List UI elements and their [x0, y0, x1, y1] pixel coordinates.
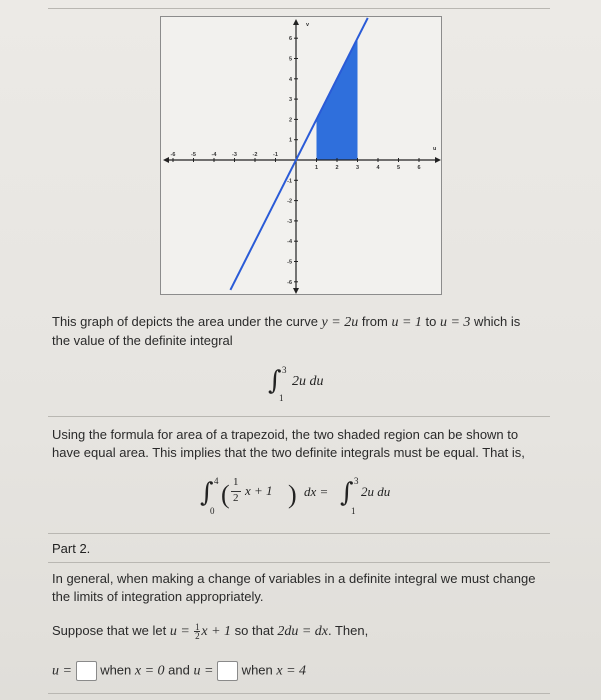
intro-text-end: which is [470, 314, 521, 329]
lower-limit-answer-input[interactable] [76, 661, 97, 681]
lhs-integral-sign: ∫ [200, 478, 214, 508]
intro-text: This graph of depicts the area under the curve [52, 314, 322, 329]
y-tick-label: 3 [288, 97, 292, 104]
then-text: . Then, [327, 623, 369, 638]
y-tick-label: 4 [288, 76, 292, 83]
part2-line2: the limits of integration appropriately. [52, 589, 264, 604]
y-tick-label: 5 [288, 56, 292, 63]
integral-sign: ∫ [268, 366, 282, 396]
rhs-integral-sign: ∫ [340, 478, 354, 508]
y-tick-label: -3 [287, 218, 292, 225]
x-tick-label: 5 [396, 165, 401, 171]
half-fraction [194, 623, 200, 640]
substitution-lhs: u = [169, 624, 190, 639]
x-tick-label: -4 [211, 152, 217, 158]
substitution-line [52, 622, 572, 644]
intro-text-from: from [358, 314, 392, 329]
x-axis-arrow-left [163, 157, 169, 163]
y-tick-label: 6 [288, 36, 292, 43]
divider-2 [48, 533, 550, 534]
rhs-integrand: 2u du [361, 484, 391, 499]
y-axis-arrow-top [293, 19, 299, 25]
when-text-1: when [96, 662, 135, 678]
u-equals-1: u = [52, 663, 72, 679]
part2-title: Part 2. [52, 541, 91, 556]
fraction-numerator: 1 [233, 476, 239, 488]
y-tick-label: -2 [287, 198, 292, 205]
upper-limit-text: u = 3 [439, 315, 471, 330]
upper-limit-answer-input[interactable] [217, 661, 238, 681]
condition-x-4: x = 4 [276, 663, 307, 679]
intro-line2: the value of the definite integral [52, 333, 233, 348]
intro-text-to: to [421, 314, 440, 329]
curve-equation: y = 2u [321, 315, 359, 330]
left-paren: ( [221, 480, 230, 509]
right-paren: ) [288, 480, 297, 509]
and-text: and [164, 662, 194, 678]
top-divider [48, 8, 550, 9]
y-axis-arrow-bottom [293, 288, 299, 294]
x-tick-label: -3 [232, 152, 237, 158]
rhs-upper-limit: 3 [354, 476, 359, 486]
substitution-rhs: x + 1 [201, 624, 232, 639]
shaded-area [317, 38, 358, 160]
x-tick-label: -2 [252, 152, 258, 158]
lhs-dx: dx = [304, 484, 329, 499]
rhs-lower-limit: 1 [351, 506, 356, 516]
x-tick-label: -6 [170, 152, 176, 158]
integral-lower-limit: 1 [279, 393, 284, 403]
part2-paragraph [52, 570, 562, 606]
part2-line1: In general, when making a change of variables in a definite integral we must change [52, 571, 536, 586]
lhs-lower-limit: 0 [210, 506, 215, 516]
area-graph [160, 16, 442, 295]
divider-3 [48, 562, 550, 563]
y-axis-label: v [306, 22, 310, 28]
graph-canvas [161, 17, 443, 296]
definite-integral-1 [268, 362, 388, 406]
integral-equality [200, 472, 420, 522]
y-tick-label: -6 [287, 279, 292, 286]
x-axis-arrow-right [435, 157, 441, 163]
so-that-text: so that [231, 623, 278, 638]
y-tick-label: -1 [287, 178, 292, 185]
lower-limit-text: u = 1 [391, 315, 422, 330]
suppose-text: Suppose that we let [52, 623, 170, 638]
x-axis-label: u [433, 146, 437, 152]
limits-answer-line [52, 661, 452, 681]
y-tick-label: 1 [288, 137, 292, 144]
integral-upper-limit: 3 [282, 365, 287, 375]
y-tick-label: 2 [288, 117, 292, 124]
when-text-2: when [238, 662, 277, 678]
differential-relation: 2du = dx [277, 624, 328, 639]
lhs-upper-limit: 4 [214, 476, 219, 486]
x-tick-label: 1 [314, 165, 319, 171]
x-tick-label: 4 [376, 165, 380, 171]
trapezoid-line1: Using the formula for area of a trapezoid, the two shaded region can be shown to [52, 427, 519, 442]
trapezoid-line2: have equal area. This implies that the two definite integrals must be equal. That is, [52, 445, 525, 460]
condition-x-0: x = 0 [134, 663, 165, 679]
divider-1 [48, 416, 550, 417]
half-denominator: 2 [195, 631, 200, 642]
half-numerator: 1 [195, 622, 200, 633]
intro-paragraph [52, 313, 562, 350]
y-tick-label: -4 [287, 239, 292, 246]
fraction-denominator: 2 [233, 492, 239, 504]
trapezoid-paragraph [52, 426, 562, 462]
x-tick-label: 2 [335, 165, 339, 171]
x-tick-label: -5 [191, 152, 196, 158]
x-tick-label: 3 [355, 165, 360, 171]
x-tick-label: 6 [417, 165, 421, 171]
integrand: 2u du [292, 374, 324, 389]
bottom-divider [48, 693, 550, 694]
lhs-tail: x + 1 [245, 483, 273, 498]
u-equals-2: u = [193, 663, 214, 679]
y-tick-label: -5 [287, 259, 292, 266]
x-tick-label: -1 [273, 152, 278, 158]
